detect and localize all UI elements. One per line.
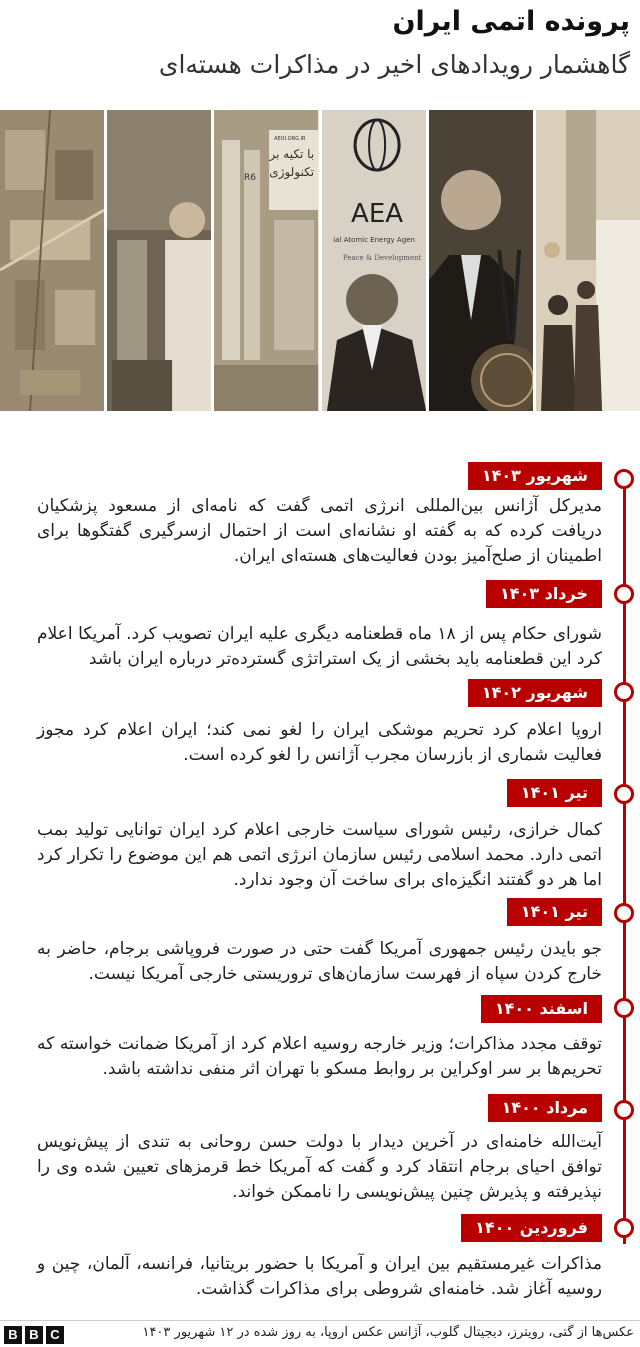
event-text: مذاکرات غیرمستقیم بین ایران و آمریکا با حضور بریتانیا، فرانسه، آلمان، چین و روسیه آغاز شد. خامنه‌ای شروطی برای مذاکرات گذاشت. [37,1254,602,1299]
event-date: تیر ۱۴۰۱ [507,898,602,926]
reactor-workers-photo [536,110,640,411]
iaea-letters: AEA [350,199,403,229]
event-text: مدیرکل آژانس بین‌المللی انرژی اتمی گفت که نامه‌ای از مسعود پزشکیان دریافت کرده که به گفته او نشانه‌ای است از احتمال ازسرگیری گفتگوها برای اطمینان از صلح‌آمیز بودن فعالیت‌های هسته‌ای ایران. [37,496,602,566]
footer-divider [0,1320,640,1321]
timeline-node [614,584,634,604]
sign-url: AEOI.ORG.IR [274,136,306,142]
event-text: اروپا اعلام کرد تحریم موشکی ایران را لغو نمی کند؛ ایران اعلام کرد مجوز فعالیت شماری از بازرسان مجرب آژانس را لغو کرده است. [37,720,602,765]
event-date: تیر ۱۴۰۱ [507,779,602,807]
page-title: پرونده اتمی ایران [392,6,630,37]
bbc-logo [4,1326,64,1344]
timeline-node [614,998,634,1018]
bbc-logo-letter: B [25,1326,43,1344]
satellite-photo [0,110,104,411]
r6-label: R6 [244,173,257,183]
event-text: توقف مجدد مذاکرات؛ وزیر خارجه روسیه اعلام کرد از آمریکا ضمانت خواسته که تحریم‌ها بر سر اوکراین بر روابط مسکو با تهران اثر منفی نداشته باشد. [37,1034,602,1079]
event-text: آیت‌الله خامنه‌ای در آخرین دیدار با دولت حسن روحانی به تندی از پیش‌نویس توافق احیای برجام انتقاد کرد و گفت که آمریکا خط قرمزهای تعیین شده وی را نپذیرفته و پذیرش چنین پیش‌نویسی را ناممکن خواند. [37,1132,602,1202]
event-date: شهریور ۱۴۰۳ [468,462,602,490]
bbc-logo-letter: C [46,1326,64,1344]
event-text: شورای حکام پس از ۱۸ ماه قطعنامه دیگری علیه ایران تصویب کرد. آمریکا اعلام کرد این قطعنامه باید بخشی از یک استراتژی گسترده‌تر درباره ایران باشد [37,624,603,669]
timeline-node [614,903,634,923]
iaea-photo [322,110,426,411]
timeline-node [614,682,634,702]
timeline-node [614,469,634,489]
photo-credit: عکس‌ها از گتی، رویترز، دیجیتال گلوب، آژانس عکس اروپا، به روز شده در ۱۲ شهریور ۱۴۰۳ [142,1325,634,1340]
sign-line2: تکنولوژی [269,165,315,179]
lab-worker-photo [107,110,211,411]
iaea-subline: ial Atomic Energy Agen [332,236,415,244]
iaea-subline2: Peace & Development [342,254,421,262]
biden-photo [429,110,533,411]
centrifuge-photo [214,110,318,411]
timeline-node [614,1100,634,1120]
sign-line1: با تکیه بر [269,147,315,161]
event-date: اسفند ۱۴۰۰ [481,995,602,1023]
timeline-node [614,784,634,804]
page-subtitle: گاهشمار رویدادهای اخیر در مذاکرات هسته‌ای [158,50,630,79]
event-date: شهریور ۱۴۰۲ [468,679,602,707]
event-date: خرداد ۱۴۰۳ [486,580,602,608]
event-text: کمال خرازی، رئیس شورای سیاست خارجی اعلام کرد ایران توانایی تولید بمب اتمی دارد. محمد اسلامی رئیس سازمان انرژی اتمی هم این موضوع را تکرار کرد اما هر دو گفتند انگیزه‌ای برای ساخت آن وجود ندارد. [37,820,602,890]
photo-strip [0,110,640,411]
event-date: فروردین ۱۴۰۰ [461,1214,602,1242]
timeline-node [614,1218,634,1238]
event-text: جو بایدن رئیس جمهوری آمریکا گفت حتی در صورت فروپاشی برجام، حاضر به خارج کردن سپاه از فهرست سازمان‌های تروریستی خارجی آمریکا نیست. [37,939,602,984]
event-date: مرداد ۱۴۰۰ [488,1094,602,1122]
bbc-logo-letter: B [4,1326,22,1344]
